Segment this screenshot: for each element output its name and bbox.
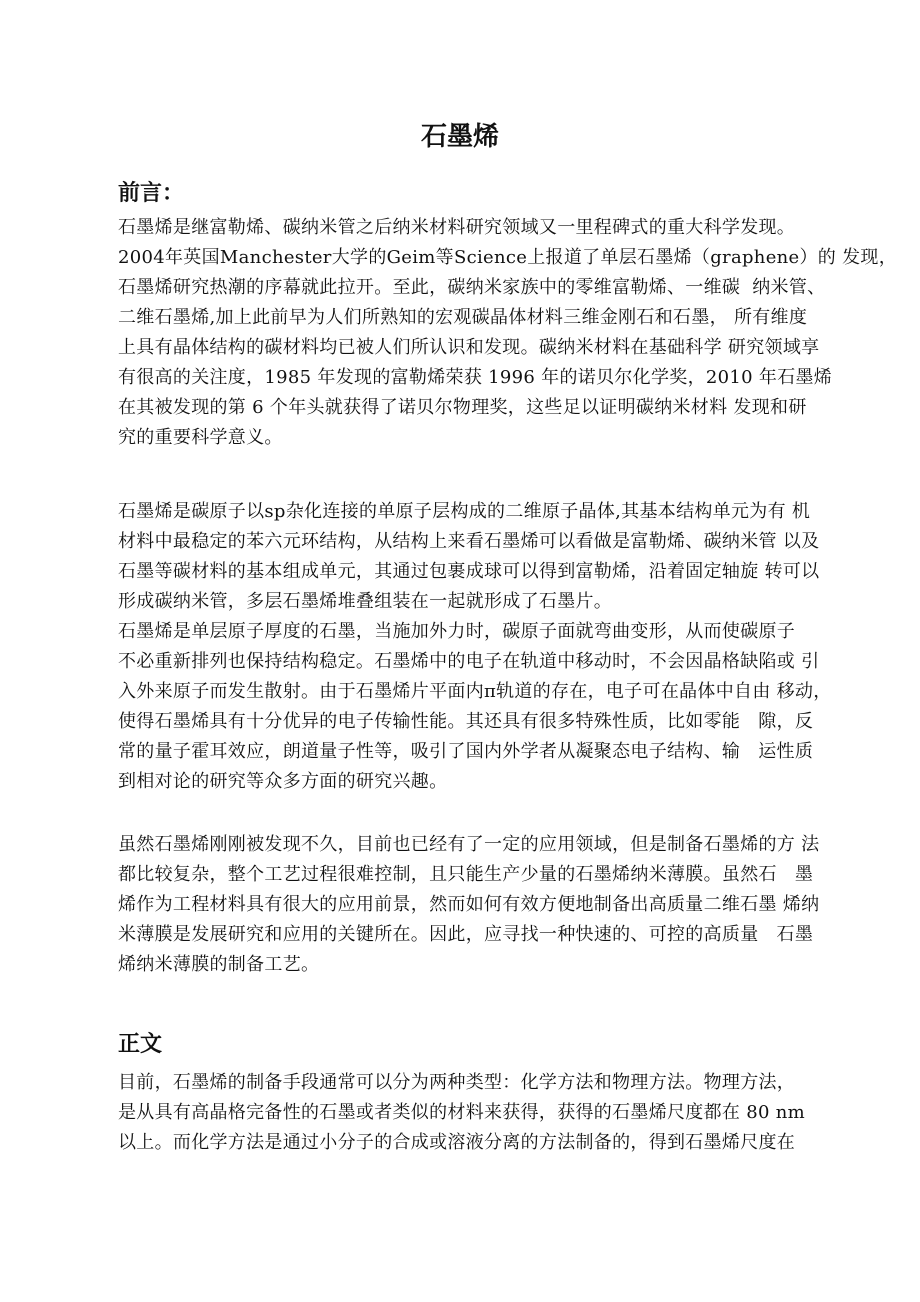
text-line: 在其被发现的第 6 个年头就获得了诺贝尔物理奖，这些足以证明碳纳米材料 发现和研 — [118, 397, 807, 418]
text-line: 虽然石墨烯刚刚被发现不久，目前也已经有了一定的应用领域，但是制备石墨烯的方 法 — [118, 834, 820, 855]
text-line: 石墨烯是碳原子以sp杂化连接的单原子层构成的二维原子晶体,其基本结构单元为有 机 — [118, 501, 811, 522]
text-line: 以上。而化学方法是通过小分子的合成或溶液分离的方法制备的，得到石墨烯尺度在 — [118, 1132, 796, 1153]
text-line: 入外来原子而发生散射。由于石墨烯片平面内π轨道的存在，电子可在晶体中自由 移动， — [118, 681, 832, 702]
paragraph — [118, 830, 828, 980]
text-line: 米薄膜是发展研究和应用的关键所在。因此，应寻找一种快速的、可控的高质量 石墨 — [118, 924, 814, 945]
text-line: 使得石墨烯具有十分优异的电子传输性能。其还具有很多特殊性质，比如零能 隙，反 — [118, 711, 814, 732]
paragraph — [118, 213, 898, 453]
text-line: 石墨烯是单层原子厚度的石墨，当施加外力时，碳原子面就弯曲变形，从而使碳原子 — [118, 621, 796, 642]
text-line: 石墨烯是继富勒烯、碳纳米管之后纳米材料研究领域又一里程碑式的重大科学发现。 — [118, 217, 796, 238]
preface-heading: 前言： — [118, 181, 185, 206]
paragraph — [118, 497, 832, 797]
text-line: 目前，石墨烯的制备手段通常可以分为两种类型：化学方法和物理方法。物理方法， — [118, 1072, 796, 1093]
text-line: 2004年英国Manchester大学的Geim等Science上报道了单层石墨烯（graphene）的 发现， — [118, 247, 898, 268]
text-line: 都比较复杂，整个工艺过程很难控制，且只能生产少量的石墨烯纳米薄膜。虽然石 墨 — [118, 864, 814, 885]
text-line: 形成碳纳米管，多层石墨烯堆叠组装在一起就形成了石墨片。 — [118, 591, 613, 612]
text-line: 石墨烯研究热潮的序幕就此拉开。至此，碳纳米家族中的零维富勒烯、一维碳 纳米管、 — [118, 277, 826, 298]
text-line: 烯作为工程材料具有很大的应用前景，然而如何有效方便地制备出高质量二维石墨 烯纳 — [118, 894, 820, 915]
text-line: 究的重要科学意义。 — [118, 427, 283, 448]
paragraph — [118, 1068, 828, 1158]
text-line: 是从具有高晶格完备性的石墨或者类似的材料来获得，获得的石墨烯尺度都在 80 nm — [118, 1102, 806, 1123]
document-title: 石墨烯 — [420, 122, 499, 152]
main-heading: 正文 — [118, 1032, 163, 1057]
text-line: 石墨等碳材料的基本组成单元，其通过包裹成球可以得到富勒烯，沿着固定轴旋 转可以 — [118, 561, 820, 582]
text-line: 到相对论的研究等众多方面的研究兴趣。 — [118, 771, 448, 792]
text-line: 上具有晶体结构的碳材料均已被人们所认识和发现。碳纳米材料在基础科学 研究领域享 — [118, 337, 820, 358]
text-line: 烯纳米薄膜的制备工艺。 — [118, 954, 320, 975]
text-line: 不必重新排列也保持结构稳定。石墨烯中的电子在轨道中移动时，不会因晶格缺陷或 引 — [118, 651, 820, 672]
text-line: 常的量子霍耳效应，朗道量子性等，吸引了国内外学者从凝聚态电子结构、输 运性质 — [118, 741, 814, 762]
text-line: 有很高的关注度，1985 年发现的富勒烯荣获 1996 年的诺贝尔化学奖，2010 年石墨烯 — [118, 367, 833, 388]
text-line: 二维石墨烯,加上此前早为人们所熟知的宏观碳晶体材料三维金刚石和石墨， 所有维度 — [118, 307, 808, 328]
text-line: 材料中最稳定的苯六元环结构，从结构上来看石墨烯可以看做是富勒烯、碳纳米管 以及 — [118, 531, 820, 552]
